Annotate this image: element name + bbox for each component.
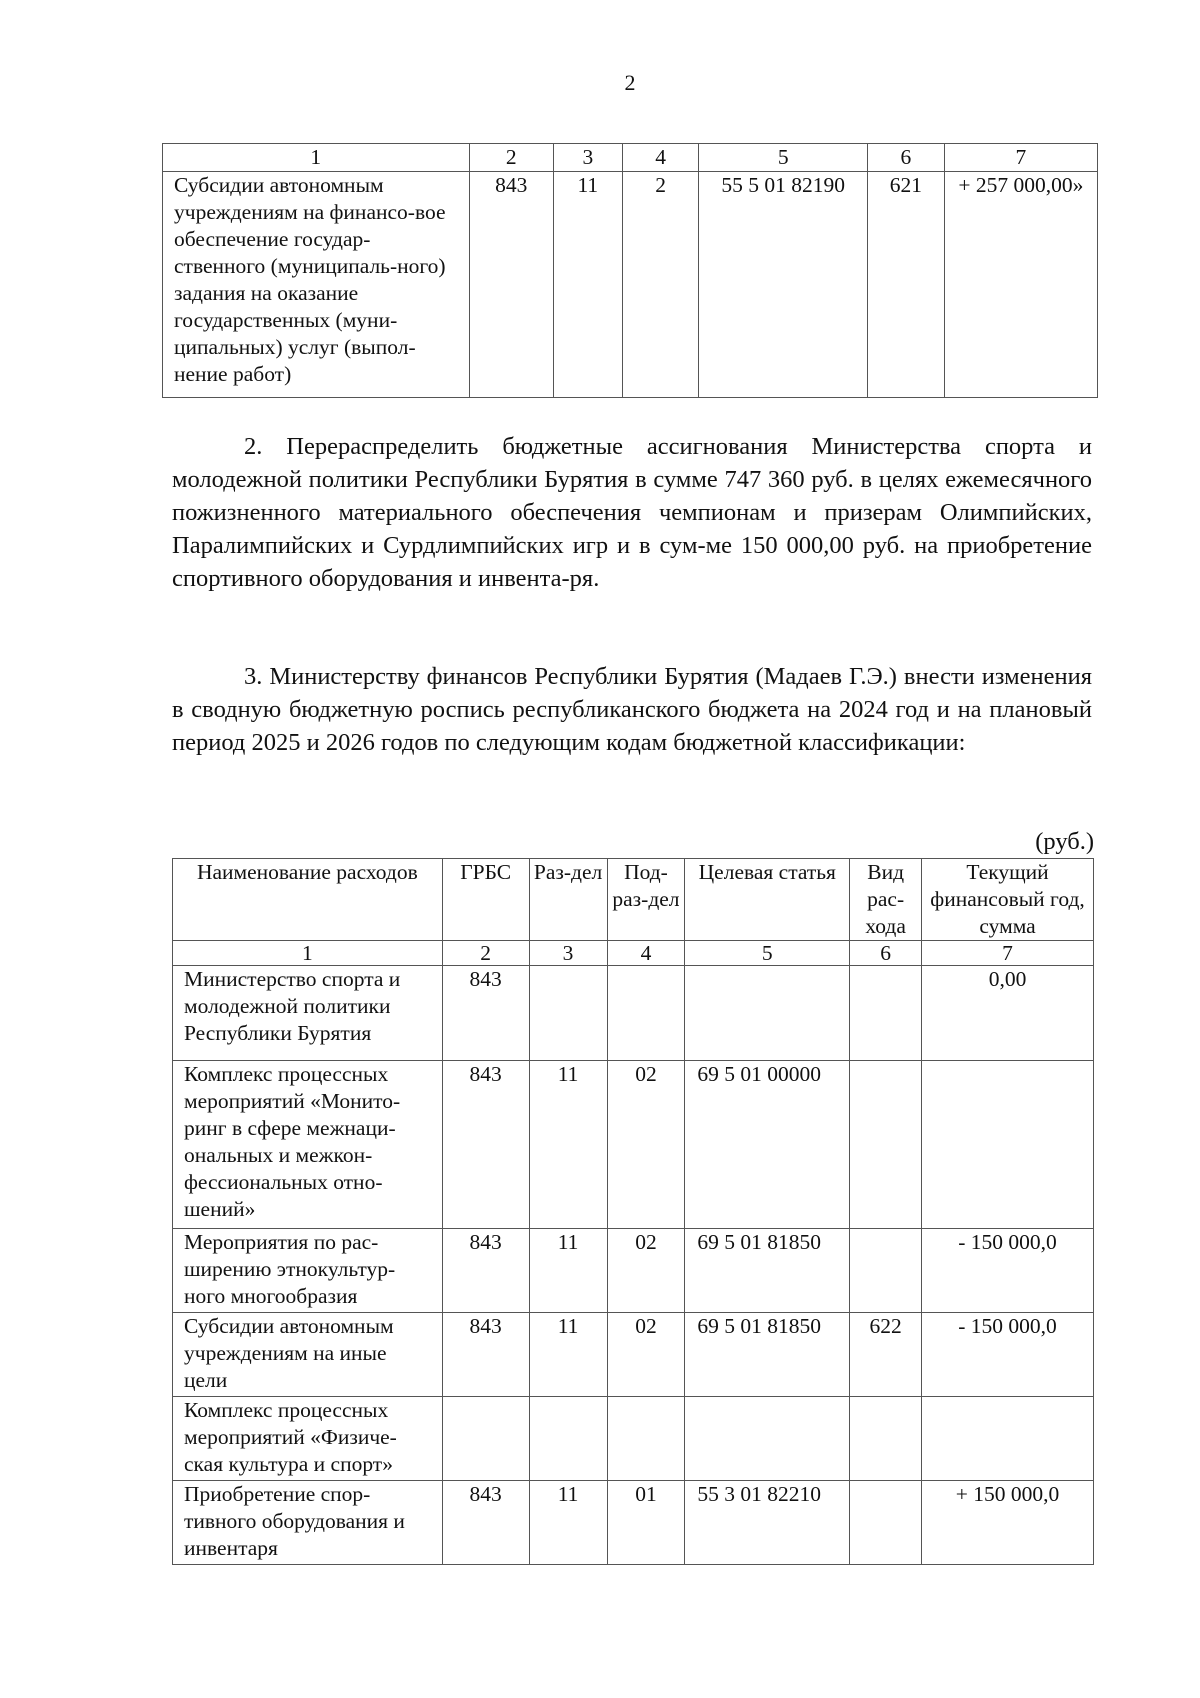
target-article: 69 5 01 81850 [685, 1313, 850, 1397]
subsection-code: 02 [607, 1061, 685, 1229]
expense-name: Комплекс процессных мероприятий «Физиче-ская культура и спорт» [173, 1397, 443, 1481]
target-article [685, 1397, 850, 1481]
column-number: 5 [699, 144, 868, 172]
section-code [529, 1397, 607, 1481]
page-number: 2 [624, 70, 636, 95]
amount [922, 1061, 1094, 1229]
subsection-code: 2 [622, 172, 699, 398]
column-number: 5 [685, 941, 850, 966]
table-row [173, 1481, 1094, 1565]
amount: + 257 000,00» [944, 172, 1097, 398]
header-amount: Текущий финансовый год, сумма [922, 859, 1094, 941]
table-row [173, 966, 1094, 1061]
table-column-numbers [163, 144, 1098, 172]
target-article: 55 3 01 82210 [685, 1481, 850, 1565]
column-number: 4 [607, 941, 685, 966]
target-article: 55 5 01 82190 [699, 172, 868, 398]
header-grbs: ГРБС [442, 859, 529, 941]
amount: - 150 000,0 [922, 1229, 1094, 1313]
grbs-code: 843 [442, 1313, 529, 1397]
table-header [173, 859, 1094, 941]
table-row [173, 1229, 1094, 1313]
column-number: 2 [442, 941, 529, 966]
subsection-code: 01 [607, 1481, 685, 1565]
section-code: 11 [529, 1061, 607, 1229]
amount [922, 1397, 1094, 1481]
expense-type [850, 1061, 922, 1229]
grbs-code: 843 [469, 172, 553, 398]
column-number: 7 [922, 941, 1094, 966]
amount: - 150 000,0 [922, 1313, 1094, 1397]
table-row [173, 1061, 1094, 1229]
column-number: 6 [868, 144, 945, 172]
expense-type [850, 1397, 922, 1481]
column-number: 1 [163, 144, 470, 172]
table-row [163, 172, 1098, 398]
subsection-code [607, 966, 685, 1061]
expense-name: Субсидии автономным учреждениям на иные цели [173, 1313, 443, 1397]
column-number: 7 [944, 144, 1097, 172]
column-number: 3 [529, 941, 607, 966]
expense-name: Комплекс процессных мероприятий «Монито-ринг в сфере межнаци-ональных и межкон-фессиональных отно-шений» [173, 1061, 443, 1229]
target-article: 69 5 01 00000 [685, 1061, 850, 1229]
subsection-code [607, 1397, 685, 1481]
column-number: 3 [553, 144, 622, 172]
amount: + 150 000,0 [922, 1481, 1094, 1565]
header-subsection: Под-раз-дел [607, 859, 685, 941]
grbs-code [442, 1397, 529, 1481]
column-number: 4 [622, 144, 699, 172]
column-number: 1 [173, 941, 443, 966]
budget-table [172, 858, 1094, 1565]
paragraph-2: 2. Перераспределить бюджетные ассигнования Министерства спорта и молодежной политики Республики Бурятия в сумме 747 360 руб. в целях ежемесячного пожизненного материального обеспечения чемпионам и призерам Олимпийских, Паралимпийских и Сурдлимпийских игр и в сум-ме 150 000,00 руб. на приобретение спортивного оборудования и инвента-ря. [172, 433, 1092, 592]
target-article [685, 966, 850, 1061]
section-code [529, 966, 607, 1061]
paragraph-3: 3. Министерству финансов Республики Бурятия (Мадаев Г.Э.) внести изменения в сводную бюджетную роспись республиканского бюджета на 2024 год и на плановый период 2025 и 2026 годов по следующим кодам бюджетной классификации: [172, 663, 1092, 756]
table-row [173, 1397, 1094, 1481]
grbs-code: 843 [442, 1229, 529, 1313]
grbs-code: 843 [442, 966, 529, 1061]
expense-name: Министерство спорта и молодежной политики Республики Бурятия [173, 966, 443, 1061]
table-column-numbers [173, 941, 1094, 966]
section-code: 11 [529, 1313, 607, 1397]
expense-type: 621 [868, 172, 945, 398]
subsection-code: 02 [607, 1313, 685, 1397]
header-target-article: Целевая статья [685, 859, 850, 941]
header-expense-type: Вид рас-хода [850, 859, 922, 941]
table-row [173, 1313, 1094, 1397]
expense-name: Субсидии автономным учреждениям на финансо-вое обеспечение государ-ственного (муниципаль-ного) задания на оказание государственных (муни-ципальных) услуг (выпол-нение работ) [163, 172, 470, 398]
continued-table [162, 143, 1098, 398]
expense-type: 622 [850, 1313, 922, 1397]
expense-type [850, 1481, 922, 1565]
column-number: 6 [850, 941, 922, 966]
grbs-code: 843 [442, 1481, 529, 1565]
grbs-code: 843 [442, 1061, 529, 1229]
expense-name: Мероприятия по рас-ширению этнокультур-ного многообразия [173, 1229, 443, 1313]
section-code: 11 [529, 1481, 607, 1565]
target-article: 69 5 01 81850 [685, 1229, 850, 1313]
expense-type [850, 1229, 922, 1313]
subsection-code: 02 [607, 1229, 685, 1313]
currency-unit: (руб.) [1035, 828, 1094, 855]
expense-type [850, 966, 922, 1061]
header-name: Наименование расходов [173, 859, 443, 941]
amount: 0,00 [922, 966, 1094, 1061]
section-code: 11 [553, 172, 622, 398]
expense-name: Приобретение спор-тивного оборудования и инвентаря [173, 1481, 443, 1565]
header-section: Раз-дел [529, 859, 607, 941]
column-number: 2 [469, 144, 553, 172]
section-code: 11 [529, 1229, 607, 1313]
